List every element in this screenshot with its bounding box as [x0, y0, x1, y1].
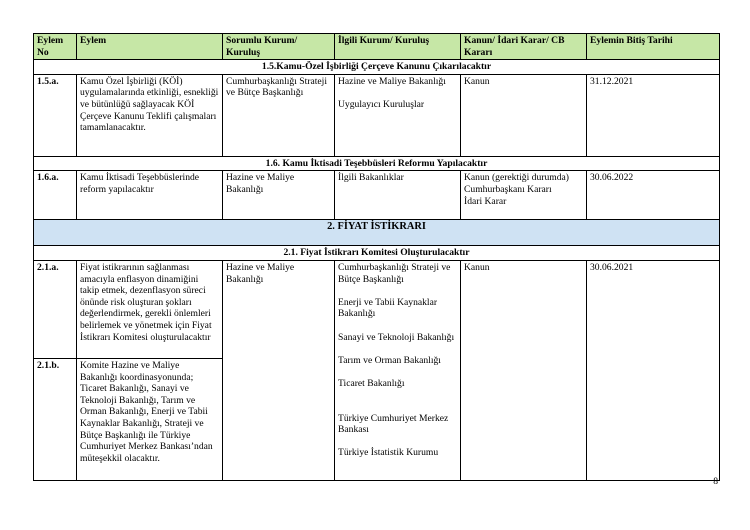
deadline: 30.06.2021 — [587, 260, 720, 480]
related-institution: Hazine ve Maliye Bakanlığı — [338, 75, 446, 87]
table-row — [34, 260, 720, 358]
responsible-institution: Hazine ve Maliye Bakanlığı — [223, 171, 335, 220]
header-action: Eylem — [77, 34, 223, 60]
section-row-2-1 — [34, 246, 720, 261]
page-number: 8 — [713, 476, 718, 487]
header-related: İlgili Kurum/ Kuruluş — [335, 34, 461, 60]
related-institution: Uygulayıcı Kuruluşlar — [338, 98, 425, 110]
related-institution: Cumhurbaşkanlığı Strateji ve Bütçe Başkanlığı — [338, 261, 451, 285]
header-deadline: Eylemin Bitiş Tarihi — [587, 34, 720, 60]
legal-basis-item: Cumhurbaşkanı Kararı — [464, 183, 552, 195]
table-header-row — [34, 34, 720, 60]
related-institution: Türkiye Cumhuriyet Merkez Bankası — [338, 412, 449, 436]
table-row — [34, 74, 720, 156]
action-no: 2.1.b. — [34, 358, 77, 480]
section-title: 2.1. Fiyat İstikrarı Komitesi Oluşturulacaktır — [34, 246, 720, 261]
action-text: Komite Hazine ve Maliye Bakanlığı koordinasyonunda; Ticaret Bakanlığı, Sanayi ve Teknoloji Bakanlığı, Tarım ve Orman Bakanlığı, Enerji ve Tabii Kaynaklar Bakanlığı, Strateji ve Bütçe Başkanlığı ile Türkiye Cumhuriyet Merkez Bankası’ndan müteşekkil olacaktır. — [77, 358, 223, 480]
related-institutions — [335, 260, 461, 480]
action-no: 2.1.a. — [34, 260, 77, 358]
section-title: 2. FİYAT İSTİKRARI — [34, 220, 720, 246]
action-plan-table — [33, 33, 720, 481]
related-institutions: İlgili Bakanlıklar — [335, 171, 461, 220]
legal-basis-item: Kanun (gerektiği durumda) — [464, 172, 569, 184]
action-text: Kamu Özel İşbirliği (KÖİ) uygulamalarında etkinliği, esnekliği ve bütünlüğü sağlayacak KÖİ Çerçeve Kanunu Teklifi çalışmaları tamamlanacaktır. — [77, 74, 223, 156]
section-title: 1.6. Kamu İktisadi Teşebbüsleri Reformu Yapılacaktır — [34, 156, 720, 171]
related-institution: Enerji ve Tabii Kaynaklar Bakanlığı — [338, 296, 438, 320]
legal-basis: Kanun — [461, 260, 587, 480]
action-no: 1.5.a. — [34, 74, 77, 156]
section-row-1-6 — [34, 156, 720, 171]
header-law: Kanun/ İdari Karar/ CB Kararı — [461, 34, 587, 60]
legal-basis — [461, 171, 587, 220]
section-row-1-5 — [34, 60, 720, 75]
table-row — [34, 171, 720, 220]
legal-basis-item: İdari Karar — [464, 195, 507, 207]
related-institution: Türkiye İstatistik Kurumu — [338, 447, 439, 459]
header-responsible: Sorumlu Kurum/ Kuruluş — [223, 34, 335, 60]
deadline: 31.12.2021 — [587, 74, 720, 156]
section-row-2 — [34, 220, 720, 246]
related-institution: Sanayi ve Teknoloji Bakanlığı — [338, 331, 455, 343]
legal-basis: Kanun — [461, 74, 587, 156]
action-text: Kamu İktisadi Teşebbüslerinde reform yapılacaktır — [77, 171, 223, 220]
action-no: 1.6.a. — [34, 171, 77, 220]
responsible-institution: Hazine ve Maliye Bakanlığı — [223, 260, 335, 480]
responsible-institution: Cumhurbaşkanlığı Strateji ve Bütçe Başkanlığı — [223, 74, 335, 156]
related-institution: Ticaret Bakanlığı — [338, 377, 405, 389]
action-text: Fiyat istikrarının sağlanması amacıyla enflasyon dinamiğini takip etmek, dezenflasyon süreci önünde risk oluşturan şokları değerlendirmek, gerekli önlemleri belirlemek ve yönetmek için Fiyat İstikrarı Komitesi oluşturulacaktır — [77, 260, 223, 358]
deadline: 30.06.2022 — [587, 171, 720, 220]
related-institutions — [335, 74, 461, 156]
section-title: 1.5.Kamu-Özel İşbirliği Çerçeve Kanunu Çıkarılacaktır — [34, 60, 720, 75]
related-institution: Tarım ve Orman Bakanlığı — [338, 354, 441, 366]
header-no: Eylem No — [34, 34, 77, 60]
